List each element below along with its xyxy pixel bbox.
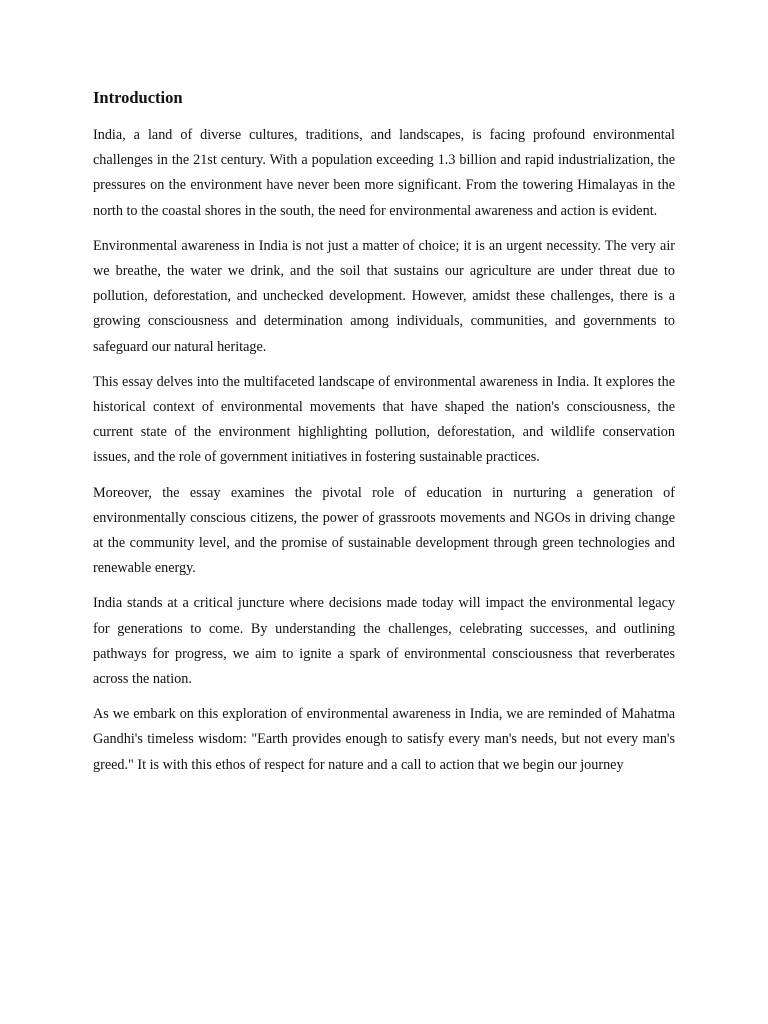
- paragraph-2: Environmental awareness in India is not just a matter of choice; it is an urgent necessity. The very air we breathe, the water we drink, and the soil that sustains our agriculture are under threat due to pollution, deforestation, and unchecked development. However, amidst these challenges, there is a growing consciousness and determination among individuals, communities, and governments to safeguard our natural heritage.: [93, 237, 675, 355]
- document-body: [93, 86, 675, 788]
- paragraph-4: Moreover, the essay examines the pivotal role of education in nurturing a generation of environmentally conscious citizens, the power of grassroots movements and NGOs in driving change at the community level, and the promise of sustainable development through green technologies and renewable energy.: [93, 484, 675, 577]
- paragraph-6: As we embark on this exploration of environmental awareness in India, we are reminded of Mahatma Gandhi's timeless wisdom: "Earth provides enough to satisfy every man's needs, but not every man's greed." It is with this ethos of respect for nature and a call to action that we begin our journey: [93, 706, 675, 773]
- paragraph-1: India, a land of diverse cultures, traditions, and landscapes, is facing profound environmental challenges in the 21st century. With a population exceeding 1.3 billion and rapid industrialization, the pressures on the environment have never been more significant. From the towering Himalayas in the north to the coastal shores in the south, the need for environmental awareness and action is evident.: [93, 127, 675, 219]
- paragraph-5: India stands at a critical juncture where decisions made today will impact the environmental legacy for generations to come. By understanding the challenges, celebrating successes, and outlining pathways for progress, we aim to ignite a spark of environmental consciousness that reverberates across the nation.: [93, 595, 675, 688]
- paragraph-3: This essay delves into the multifaceted landscape of environmental awareness in India. It explores the historical context of environmental movements that have shaped the nation's consciousness, the current state of the environment highlighting pollution, deforestation, and wildlife conservation issues, and the role of government initiatives in fostering sustainable practices.: [93, 373, 675, 466]
- section-heading: Introduction: [93, 88, 183, 107]
